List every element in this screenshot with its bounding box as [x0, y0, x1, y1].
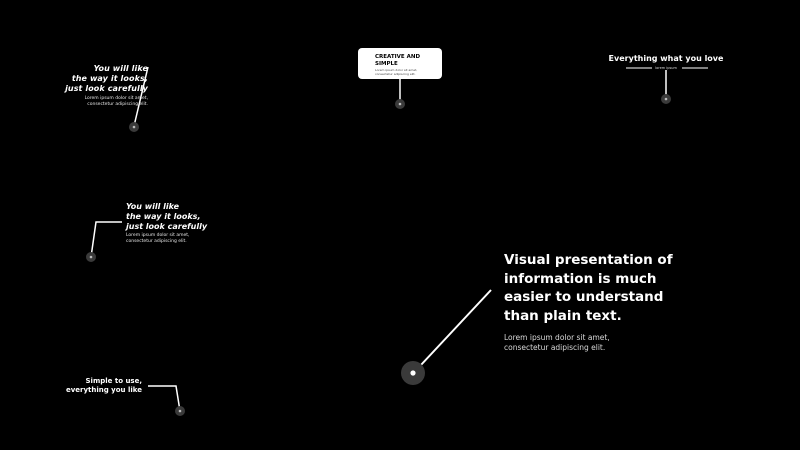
- anchor-dot-middle-left-center: [90, 256, 93, 259]
- heading-line: You will like: [126, 202, 180, 211]
- heading-line: easier to understand: [504, 289, 664, 305]
- callout-top-right: [596, 54, 736, 70]
- body-line: Lorem ipsum dolor sit amet,: [84, 96, 148, 101]
- connector-bottom-left: [148, 386, 180, 411]
- connector-main: [420, 290, 491, 366]
- callout-top-left-heading: [40, 64, 148, 94]
- anchor-dot-main-center: [410, 370, 415, 375]
- body-line: consectetur adipiscing elit.: [375, 71, 416, 76]
- callout-main: [504, 251, 714, 352]
- callout-top-right-heading: Everything what you love: [608, 54, 724, 63]
- body-line: consectetur adipiscing elit.: [126, 238, 187, 244]
- callout-card-heading: [375, 54, 442, 68]
- heading-line: just look carefully: [65, 84, 148, 93]
- callout-top-left: [40, 64, 148, 107]
- callout-card: [358, 48, 442, 79]
- body-line: consectetur adipiscing elit.: [504, 342, 606, 352]
- body-line: Lorem ipsum dolor sit amet,: [375, 68, 418, 72]
- heading-line: You will like: [93, 64, 148, 73]
- anchor-dot-top-right-center: [665, 98, 668, 101]
- callout-top-right-sub: lorem ipsum: [655, 66, 677, 70]
- connector-middle-left: [91, 222, 122, 257]
- heading-line: Simple to use,: [85, 377, 142, 385]
- heading-line: information is much: [504, 270, 657, 287]
- callout-middle-left-heading: [126, 202, 236, 232]
- callout-card-body: [375, 69, 442, 76]
- heading-line: just look carefully: [126, 222, 208, 231]
- callout-main-body: [504, 333, 714, 352]
- body-line: Lorem ipsum dolor sit amet,: [126, 233, 190, 238]
- anchor-dot-top-left-center: [133, 126, 136, 129]
- heading-line: than plain text.: [504, 307, 622, 324]
- anchor-dot-card-center: [399, 103, 402, 106]
- heading-line: Visual presentation of: [504, 252, 673, 268]
- heading-line: CREATIVE AND: [375, 54, 421, 60]
- callout-main-heading: [504, 251, 714, 325]
- heading-line: everything you like: [65, 386, 142, 394]
- body-line: consectetur adipiscing elit.: [87, 101, 148, 107]
- heading-line: the way it looks,: [126, 212, 201, 221]
- callout-bottom-left-heading: [40, 377, 142, 395]
- callout-top-left-body: [40, 96, 148, 107]
- anchor-dot-bottom-left-center: [179, 410, 182, 413]
- callout-middle-left-body: [126, 233, 236, 244]
- body-line: Lorem ipsum dolor sit amet,: [504, 333, 610, 342]
- heading-line: SIMPLE: [375, 61, 398, 67]
- heading-line: the way it looks,: [71, 74, 148, 83]
- callout-bottom-left: [40, 377, 142, 395]
- callout-middle-left: [126, 202, 236, 244]
